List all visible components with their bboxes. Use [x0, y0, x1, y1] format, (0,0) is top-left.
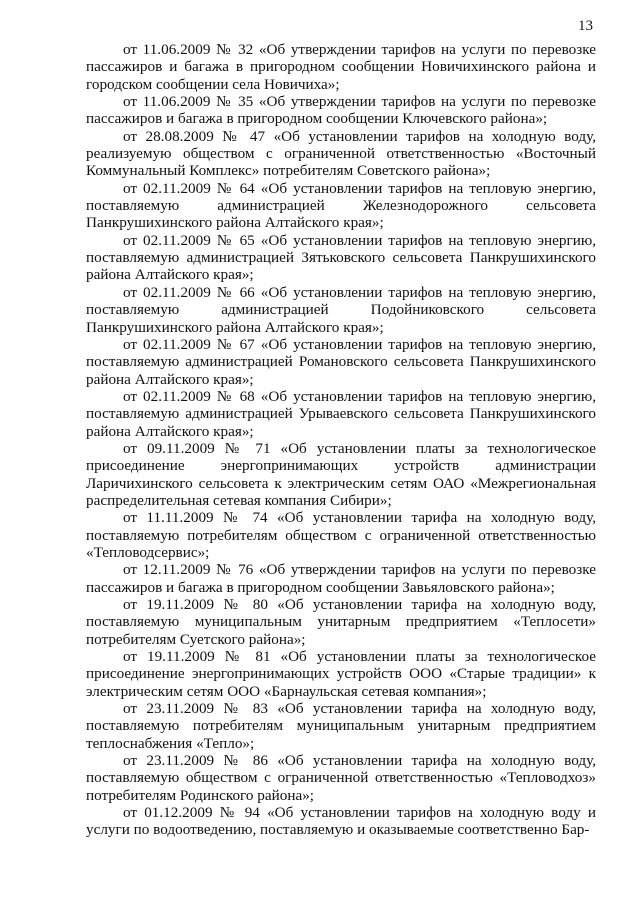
- paragraph-resolution-80: от 19.11.2009 № 80 «Об установлении тарифа на холодную воду, поставляемую муниципальным унитарным предприятием «Теплосети» потребителям Суетского района»;: [86, 596, 596, 648]
- document-body: [86, 41, 596, 839]
- paragraph-resolution-94: от 01.12.2009 № 94 «Об установлении тарифов на холодную воду и услуги по водоотведению, поставляемую и оказываемые соответственно Бар-: [86, 804, 596, 839]
- paragraph-resolution-86: от 23.11.2009 № 86 «Об установлении тарифа на холодную воду, поставляемую обществом с ограниченной ответственностью «Тепловодхоз» потребителям Родинского района»;: [86, 752, 596, 804]
- paragraph-resolution-65: от 02.11.2009 № 65 «Об установлении тарифов на тепловую энергию, поставляемую администрацией Зятьковского сельсовета Панкрушихинского района Алтайского края»;: [86, 231, 596, 284]
- paragraph-resolution-67: от 02.11.2009 № 67 «Об установлении тарифов на тепловую энергию, поставляемую администрацией Романовского сельсовета Панкрушихинского района Алтайского края»;: [86, 335, 596, 388]
- paragraph-resolution-76: от 12.11.2009 № 76 «Об утверждении тарифов на услуги по перевозке пассажиров и багажа в пригородном сообщении Завьяловского района»;: [86, 561, 596, 596]
- paragraph-resolution-83: от 23.11.2009 № 83 «Об установлении тарифа на холодную воду, поставляемую потребителям муниципальным унитарным предприятием теплоснабжения «Тепло»;: [86, 700, 596, 752]
- paragraph-resolution-68: от 02.11.2009 № 68 «Об установлении тарифов на тепловую энергию, поставляемую администрацией Урываевского сельсовета Панкрушихинского района Алтайского края»;: [86, 387, 596, 440]
- paragraph-resolution-32: от 11.06.2009 № 32 «Об утверждении тарифов на услуги по перевозке пассажиров и багажа в пригородном сообщении Новичихинского района и городском сообщении села Новичиха»;: [86, 41, 596, 93]
- paragraph-resolution-35: от 11.06.2009 № 35 «Об утверждении тарифов на услуги по перевозке пассажиров и багажа в пригородном сообщении Ключевского района»;: [86, 93, 596, 128]
- paragraph-resolution-47: от 28.08.2009 № 47 «Об установлении тарифов на холодную воду, реализуемую обществом с ограниченной ответственностью «Восточный Коммунальный Комплекс» потребителям Советского района»;: [86, 127, 596, 180]
- paragraph-resolution-81: от 19.11.2009 № 81 «Об установлении платы за технологическое присоединение энергопринимающих устройств ООО «Старые традиции» к электрическим сетям ООО «Барнаульская сетевая компания»;: [86, 648, 596, 700]
- page-number: 13: [578, 18, 593, 34]
- paragraph-resolution-71: от 09.11.2009 № 71 «Об установлении платы за технологическое присоединение энергопринимающих устройств администрации Ларичихинского сельсовета к электрическим сетям ОАО «Межрегиональная распределительная сетевая компания Сибири»;: [86, 439, 596, 509]
- paragraph-resolution-64: от 02.11.2009 № 64 «Об установлении тарифов на тепловую энергию, поставляемую администрацией Железнодорожного сельсовета Панкрушихинского района Алтайского края»;: [86, 179, 596, 232]
- paragraph-resolution-66: от 02.11.2009 № 66 «Об установлении тарифов на тепловую энергию, поставляемую администрацией Подойниковского сельсовета Панкрушихинского района Алтайского края»;: [86, 283, 596, 336]
- paragraph-resolution-74: от 11.11.2009 № 74 «Об установлении тарифа на холодную воду, поставляемую потребителям обществом с ограниченной ответственностью «Тепловодсервис»;: [86, 509, 596, 561]
